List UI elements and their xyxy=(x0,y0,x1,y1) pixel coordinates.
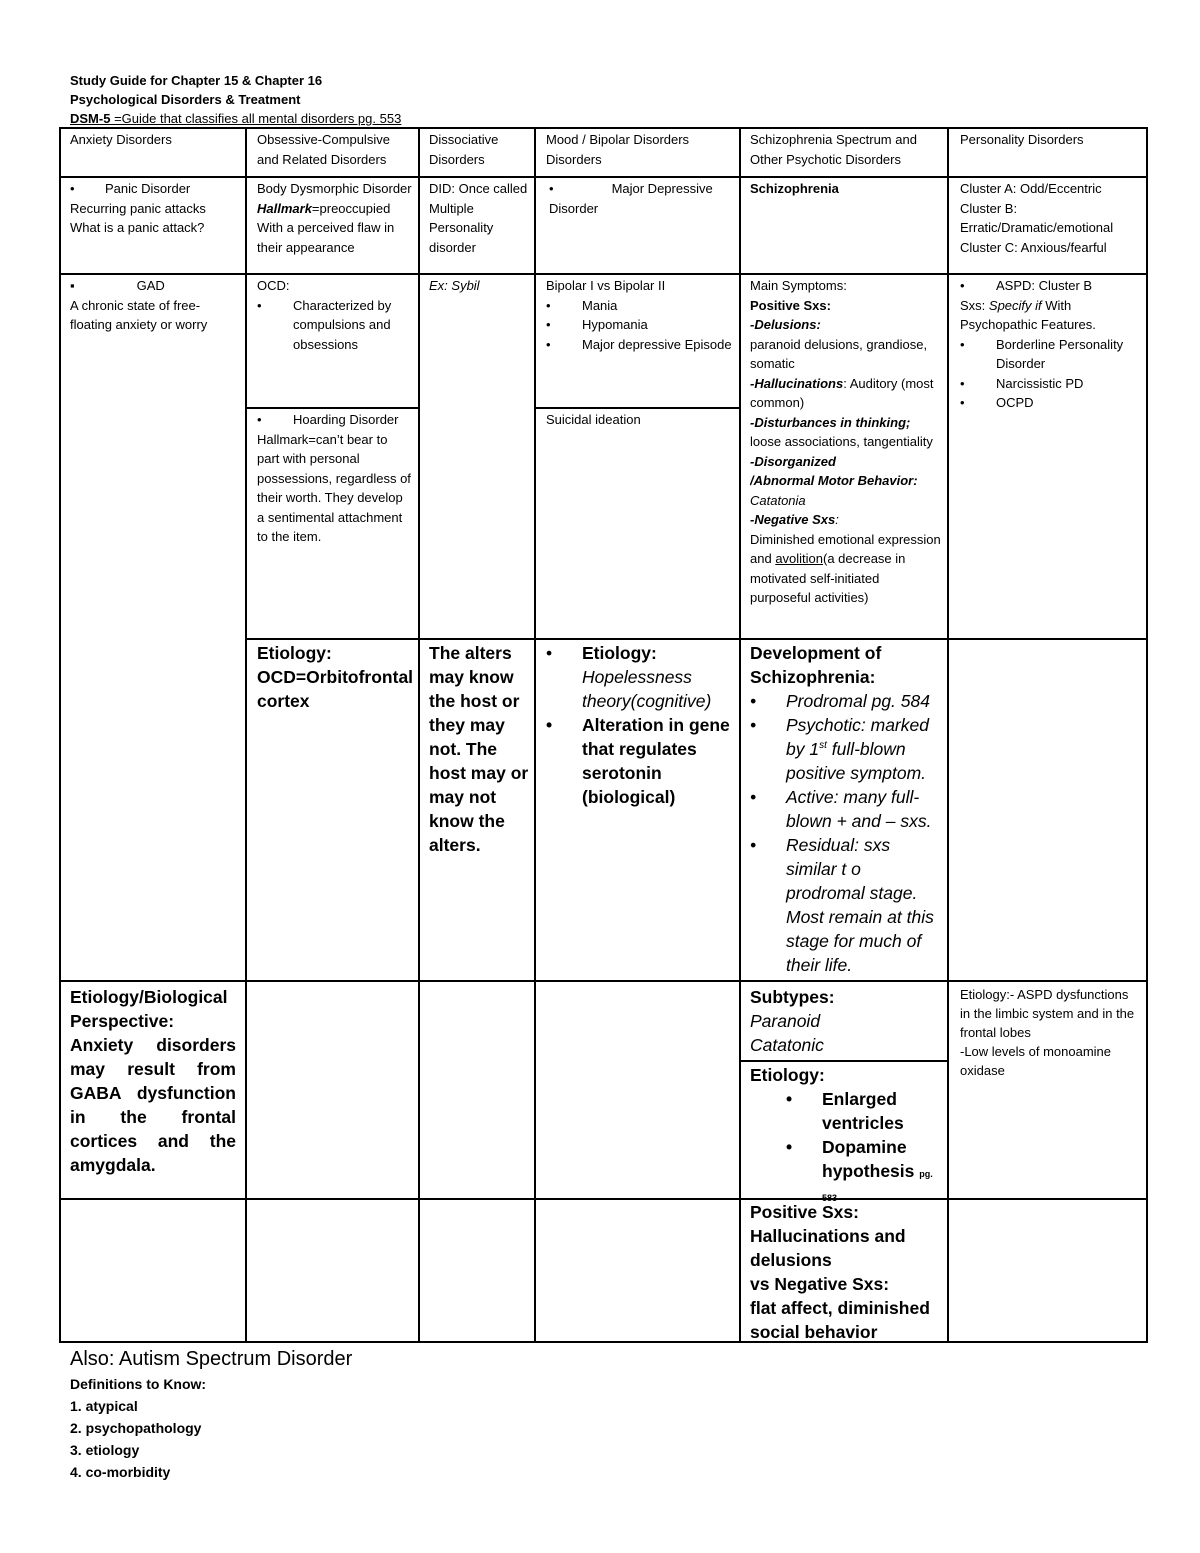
cell-anxiety-etiology: Etiology/Biological Perspective: Anxiety disorders may result from GABA dysfunction in the frontal cortices and the amygdala. xyxy=(70,987,236,1175)
definition-item: 2. psychopathology xyxy=(70,1420,202,1436)
bullet-icon: • xyxy=(546,297,551,313)
bullet-icon: • xyxy=(960,395,965,410)
column-divider xyxy=(418,127,420,1343)
cell-schizophrenia: Schizophrenia xyxy=(750,181,839,196)
cell-ocd: OCD: • Characterized by compulsions and obsessions xyxy=(257,278,392,352)
bullet-icon: • xyxy=(546,336,551,352)
dsm-line xyxy=(70,110,401,128)
definitions-heading: Definitions to Know: xyxy=(70,1376,207,1392)
cell-divider xyxy=(535,407,740,409)
cell-did: DID: Once called Multiple Personality disorder xyxy=(429,181,528,255)
bullet-icon: • xyxy=(750,787,757,807)
bullet-icon: • xyxy=(750,715,757,735)
cell-ocd-etiology: Etiology: OCD=Orbitofrontal cortex xyxy=(257,643,413,711)
bullet-icon: • xyxy=(549,181,554,196)
column-header-personality: Personality Disorders xyxy=(960,132,1084,147)
doc-subtitle: Psychological Disorders & Treatment xyxy=(70,92,301,107)
row-divider xyxy=(246,638,1148,640)
definition-item: 4. co-morbidity xyxy=(70,1464,171,1480)
row-divider xyxy=(60,176,1148,178)
cell-suicidal-ideation: Suicidal ideation xyxy=(546,412,641,427)
bullet-icon: • xyxy=(546,643,553,663)
bullet-icon: • xyxy=(960,375,965,391)
row-divider xyxy=(60,273,1148,275)
dsm-term: DSM-5 xyxy=(70,111,111,126)
definition-item: 3. etiology xyxy=(70,1442,140,1458)
cell-divider xyxy=(246,407,419,409)
bullet-icon: • xyxy=(546,317,551,332)
cell-aspd: • ASPD: Cluster B Sxs: Specify if With Psychopathic Features. • Borderline Personality Disorder • Narcissistic PD • OCPD xyxy=(960,276,1142,413)
column-header-schizophrenia: Schizophrenia Spectrum and Other Psychotic Disorders xyxy=(750,132,917,167)
bullet-icon: • xyxy=(546,715,553,735)
table-border-right xyxy=(1146,127,1148,1343)
cell-divider xyxy=(740,1060,949,1062)
table-border-left xyxy=(59,127,61,1343)
bullet-icon: • xyxy=(786,1089,793,1109)
bullet-icon: • xyxy=(257,297,262,313)
cell-personality-etiology: Etiology:- ASPD dysfunctions in the limbic system and in the frontal lobes -Low levels of monoamine oxidase xyxy=(960,987,1135,1078)
cell-panic-disorder: • Panic Disorder Recurring panic attacks What is a panic attack? xyxy=(70,181,206,235)
bullet-icon: • xyxy=(960,336,965,352)
cell-schizo-development: Development of Schizophrenia: • Prodromal pg. 584 • Psychotic: marked by 1st full-blown positive symptom. • Active: many full-blown + and – sxs. • Residual: sxs similar t o prodromal stage. Most remain at this stage for much of their life. xyxy=(750,643,934,975)
table-border-top xyxy=(60,127,1148,129)
cell-positive-vs-negative: Positive Sxs: Hallucinations and delusions vs Negative Sxs: flat affect, diminished social behavior xyxy=(750,1202,930,1342)
cell-bipolar: Bipolar I vs Bipolar II • Mania • Hypomania • Major depressive Episode xyxy=(546,276,734,354)
cell-hoarding: • Hoarding Disorder Hallmark=can’t bear to part with personal possessions, regardless of their worth. They develop a sentimental attachment to the item. xyxy=(257,412,411,544)
row-divider xyxy=(60,1198,1148,1200)
row-divider xyxy=(60,980,1148,982)
cell-schizo-symptoms: Main Symptoms: Positive Sxs: -Delusions: paranoid delusions, grandiose, somatic -Hallucinations: Auditory (most common) -Disturbances in thinking; loose associations, tangentiality -Disorganized /Abnormal Motor Behavior: Catatonia -Negative Sxs: Diminished emotional expression and avolition(a decrease in motivated self-initiated purposeful activities) xyxy=(750,278,941,605)
bullet-icon: • xyxy=(750,835,757,855)
column-divider xyxy=(534,127,536,1343)
column-divider xyxy=(739,127,741,1343)
definition-item: 1. atypical xyxy=(70,1398,138,1414)
bullet-icon: • xyxy=(960,278,965,293)
bullet-icon: • xyxy=(257,412,262,427)
column-header-ocd: Obsessive-Compulsive and Related Disorders xyxy=(257,132,390,167)
bullet-icon: • xyxy=(786,1137,793,1157)
column-divider xyxy=(245,127,247,1343)
table-border-bottom xyxy=(60,1341,1148,1343)
doc-title: Study Guide for Chapter 15 & Chapter 16 xyxy=(70,73,323,88)
cell-alters: The alters may know the host or they may not. The host may or may not know the alters. xyxy=(429,643,529,855)
cell-schizo-subtypes: Subtypes: Paranoid Catatonic xyxy=(750,987,835,1055)
bullet-icon: • xyxy=(750,691,757,711)
cell-personality-clusters: Cluster A: Odd/Eccentric Cluster B: Erratic/Dramatic/emotional Cluster C: Anxious/fearful xyxy=(960,181,1114,255)
cell-mood-etiology: • Etiology: Hopelessness theory(cognitive) • Alteration in gene that regulates serotonin (biological) xyxy=(546,643,730,807)
cell-body-dysmorphic: Body Dysmorphic Disorder Hallmark=preoccupied With a perceived flaw in their appearance xyxy=(257,181,412,255)
cell-gad: ▪ GAD A chronic state of free-floating anxiety or worry xyxy=(70,278,208,332)
column-header-dissociative: Dissociative Disorders xyxy=(429,132,499,167)
autism-heading: Also: Autism Spectrum Disorder xyxy=(70,1348,353,1370)
dsm-definition: =Guide that classifies all mental disorders pg. 553 xyxy=(110,111,402,126)
square-bullet-icon: ▪ xyxy=(70,278,75,293)
column-divider xyxy=(947,127,949,1343)
cell-sybil: Ex: Sybil xyxy=(429,278,480,293)
bullet-icon: • xyxy=(70,181,75,196)
column-header-anxiety: Anxiety Disorders xyxy=(70,132,172,147)
cell-schizo-etiology: Etiology: • Enlarged ventricles • Dopamine hypothesis pg. 583 xyxy=(750,1065,933,1203)
cell-major-depressive: • Major Depressive Disorder xyxy=(549,181,713,216)
column-header-mood: Mood / Bipolar Disorders Disorders xyxy=(546,132,690,167)
